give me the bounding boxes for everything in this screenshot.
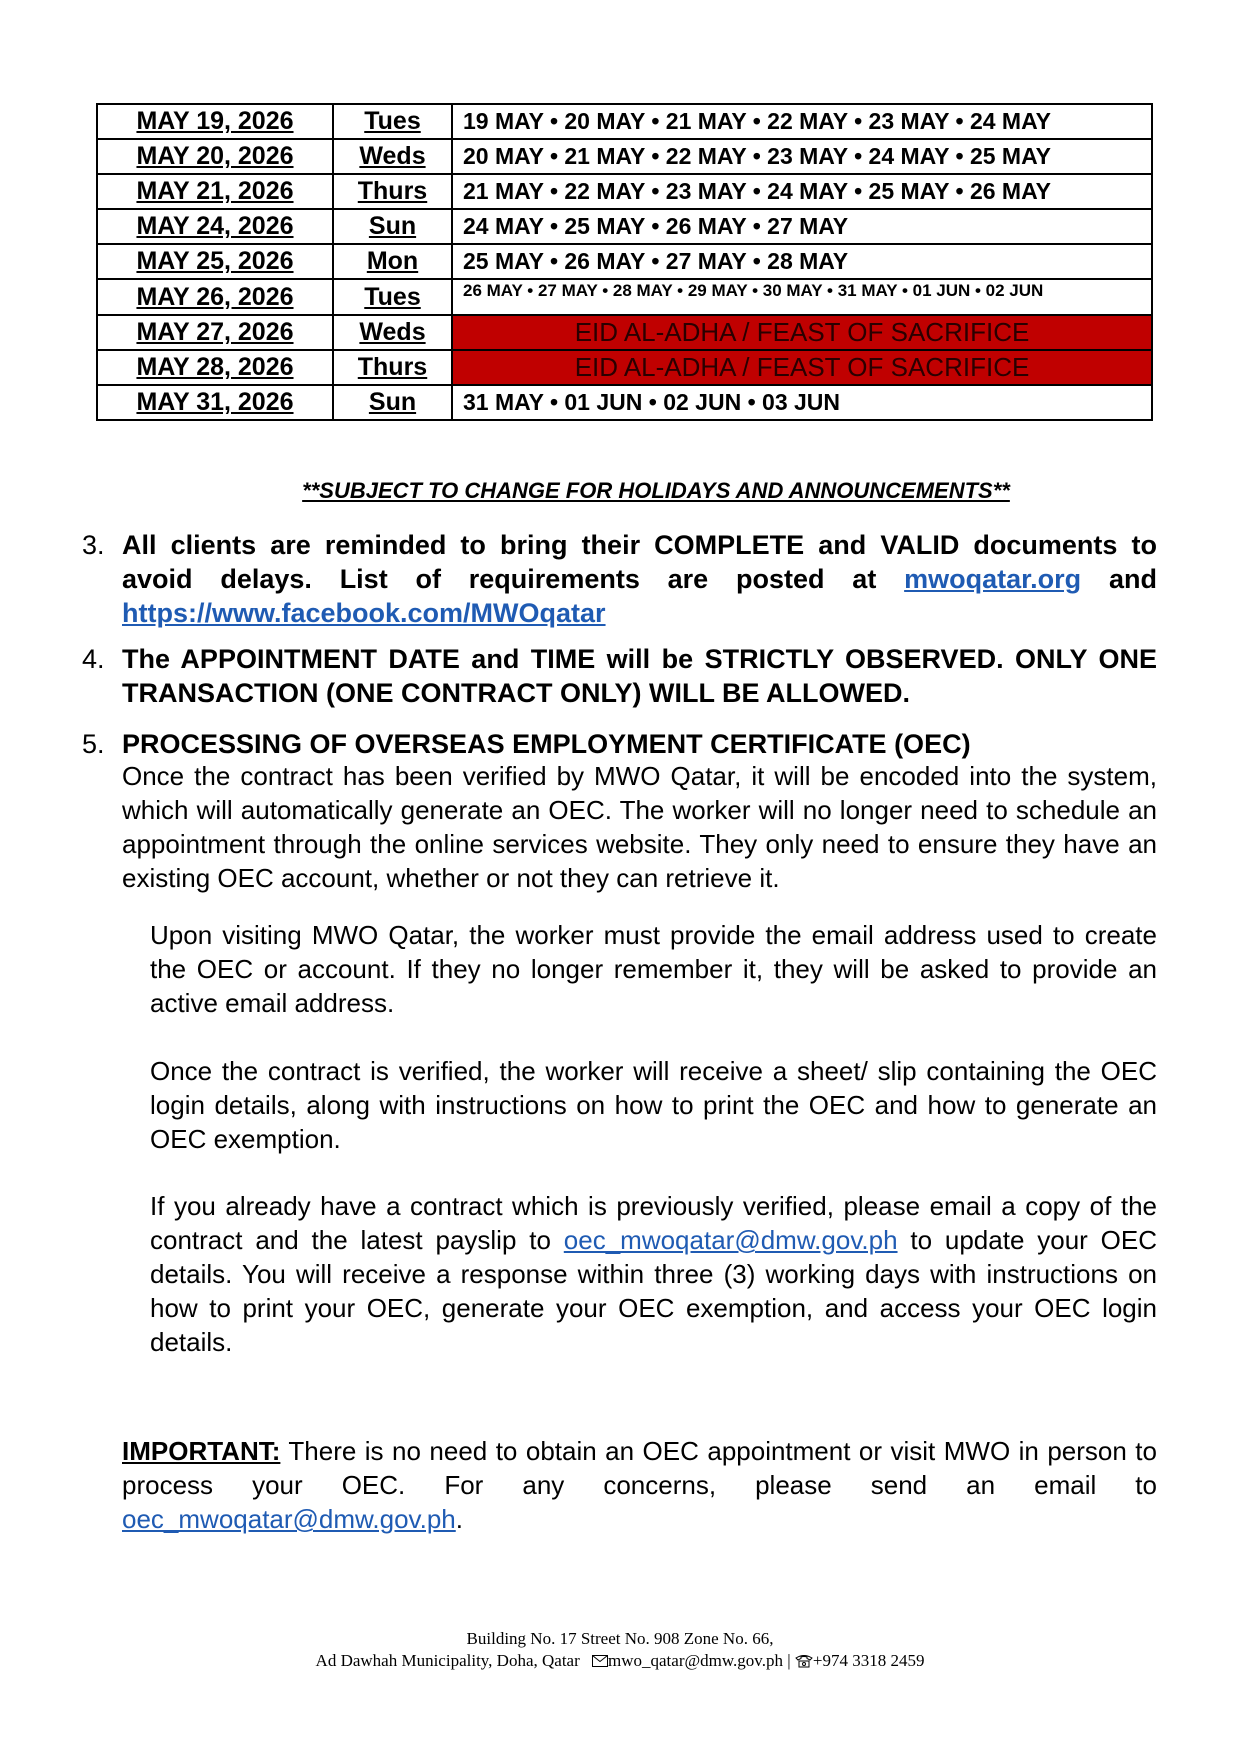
envelope-icon: [592, 1650, 608, 1672]
footer-phone: +974 3318 2459: [812, 1651, 925, 1670]
footer-line-1: Building No. 17 Street No. 908 Zone No. 66,: [466, 1629, 774, 1648]
schedule-day: Sun: [333, 209, 452, 244]
schedule-table-body: [97, 104, 1152, 420]
schedule-sessions: 26 MAY • 27 MAY • 28 MAY • 29 MAY • 30 MAY • 31 MAY • 01 JUN • 02 JUN: [452, 279, 1152, 315]
schedule-date: MAY 28, 2026: [97, 350, 333, 385]
schedule-sessions: 20 MAY • 21 MAY • 22 MAY • 23 MAY • 24 MAY • 25 MAY: [452, 139, 1152, 174]
schedule-date: MAY 24, 2026: [97, 209, 333, 244]
schedule-note: **SUBJECT TO CHANGE FOR HOLIDAYS AND ANNOUNCEMENTS**: [302, 478, 1010, 503]
list-item-body: [122, 528, 1157, 630]
table-row: [97, 350, 1152, 385]
schedule-day: Tues: [333, 279, 452, 315]
table-row: [97, 174, 1152, 209]
schedule-table: [96, 103, 1153, 421]
telephone-icon: [795, 1650, 813, 1672]
table-row: [97, 139, 1152, 174]
schedule-date: MAY 26, 2026: [97, 279, 333, 315]
important-end: .: [455, 1504, 463, 1534]
schedule-day: Sun: [333, 385, 452, 420]
facebook-link[interactable]: https://www.facebook.com/MWOqatar: [122, 598, 606, 628]
oec-heading: PROCESSING OF OVERSEAS EMPLOYMENT CERTIFICATE (OEC): [122, 729, 971, 759]
and-text: and: [1108, 564, 1157, 594]
footer-email: mwo_qatar@dmw.gov.ph: [608, 1651, 783, 1670]
holiday-cell: EID AL-ADHA / FEAST OF SACRIFICE: [452, 350, 1152, 385]
schedule-day: Weds: [333, 139, 452, 174]
table-row: [97, 385, 1152, 420]
schedule-sessions: 21 MAY • 22 MAY • 23 MAY • 24 MAY • 25 MAY • 26 MAY: [452, 174, 1152, 209]
list-item-number: 5.: [82, 729, 105, 759]
oec-paragraph-4-text-b: to update your OEC details. You will receive a response within three (3) working days with instructions on how to print your OEC, generate your OEC exemption, and access your OEC login details.: [150, 1225, 1157, 1357]
oec-paragraph-1: Once the contract has been verified by MWO Qatar, it will be encoded into the system, which will automatically generate an OEC. The worker will no longer need to schedule an appointment through the online services website. They only need to ensure they have an existing OEC account, whether or not they can retrieve it.: [122, 761, 1157, 893]
important-label: IMPORTANT:: [122, 1436, 281, 1466]
footer-separator: |: [787, 1651, 791, 1670]
schedule-date: MAY 25, 2026: [97, 244, 333, 279]
schedule-day: Thurs: [333, 350, 452, 385]
table-row: [97, 244, 1152, 279]
footer-address: [0, 1628, 1240, 1672]
schedule-sessions: 31 MAY • 01 JUN • 02 JUN • 03 JUN: [452, 385, 1152, 420]
schedule-sessions: 25 MAY • 26 MAY • 27 MAY • 28 MAY: [452, 244, 1152, 279]
mwoqatar-link[interactable]: mwoqatar.org: [904, 564, 1082, 594]
schedule-sessions: 19 MAY • 20 MAY • 21 MAY • 22 MAY • 23 MAY • 24 MAY: [452, 104, 1152, 139]
important-text: There is no need to obtain an OEC appointment or visit MWO in person to process your OEC. For any concerns, please send an email to: [122, 1436, 1157, 1500]
list-item-number: 4.: [82, 644, 105, 674]
schedule-day: Weds: [333, 315, 452, 350]
schedule-date: MAY 19, 2026: [97, 104, 333, 139]
schedule-day: Mon: [333, 244, 452, 279]
oec-paragraph-3: Once the contract is verified, the worker will receive a sheet/ slip containing the OEC login details, along with instructions on how to print the OEC and how to generate an OEC exemption.: [150, 1056, 1157, 1154]
list-item-4: [82, 642, 1157, 710]
oec-email-link[interactable]: oec_mwoqatar@dmw.gov.ph: [563, 1225, 898, 1255]
oec-paragraph-2: Upon visiting MWO Qatar, the worker must provide the email address used to create the OEC or account. If they no longer remember it, they will be asked to provide an active email address.: [150, 920, 1157, 1018]
holiday-cell: EID AL-ADHA / FEAST OF SACRIFICE: [452, 315, 1152, 350]
schedule-date: MAY 20, 2026: [97, 139, 333, 174]
schedule-day: Thurs: [333, 174, 452, 209]
list-item-5: [82, 727, 1157, 761]
list-item-body: The APPOINTMENT DATE and TIME will be STRICTLY OBSERVED. ONLY ONE TRANSACTION (ONE CONTRACT ONLY) WILL BE ALLOWED.: [122, 644, 1157, 708]
schedule-date: MAY 27, 2026: [97, 315, 333, 350]
important-paragraph: [122, 1434, 1157, 1536]
schedule-day: Tues: [333, 104, 452, 139]
schedule-date: MAY 31, 2026: [97, 385, 333, 420]
table-row: [97, 315, 1152, 350]
oec-paragraph-4-text-a: If you already have a contract which is previously verified, please email a copy of the contract and the latest payslip to: [150, 1191, 1157, 1255]
list-item-number: 3.: [82, 530, 105, 560]
schedule-sessions: 24 MAY • 25 MAY • 26 MAY • 27 MAY: [452, 209, 1152, 244]
schedule-date: MAY 21, 2026: [97, 174, 333, 209]
table-row: [97, 209, 1152, 244]
table-row: [97, 279, 1152, 315]
list-item-3: [82, 528, 1157, 630]
important-email-link[interactable]: oec_mwoqatar@dmw.gov.ph: [122, 1504, 456, 1534]
requirements-text: All clients are reminded to bring their COMPLETE and VALID documents to avoid delays. List of requirements are posted at: [122, 530, 1157, 594]
footer-line-2: [0, 1650, 1240, 1672]
oec-paragraph-4: [150, 1189, 1157, 1359]
table-row: [97, 104, 1152, 139]
footer-city: Ad Dawhah Municipality, Doha, Qatar: [315, 1651, 580, 1670]
